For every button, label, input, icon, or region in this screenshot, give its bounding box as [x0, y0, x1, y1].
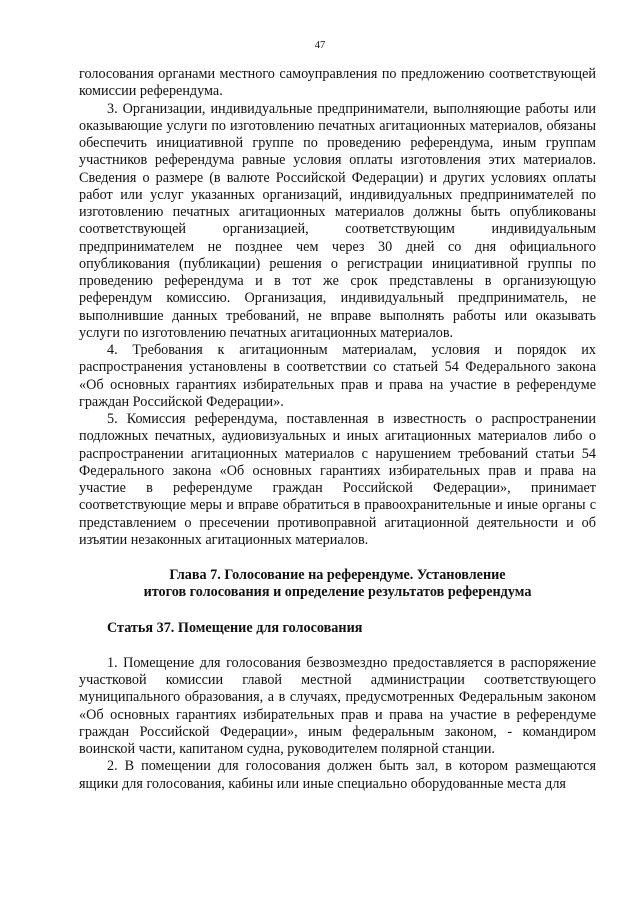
article-heading: Статья 37. Помещение для голосования [107, 619, 363, 636]
paragraph-continuation: голосования органами местного самоуправления по предложению соответствующей комиссии референдума. [79, 66, 596, 100]
chapter-heading [79, 567, 596, 602]
article-paragraph-2: 2. В помещении для голосования должен быть зал, в котором размещаются ящики для голосования, кабины или иные специально оборудованные места для [79, 758, 596, 792]
paragraph-item-3: 3. Организации, индивидуальные предприниматели, выполняющие работы или оказывающие услуги по изготовлению печатных агитационных материалов, обязаны обеспечить инициативной группе по проведению референдума, иным группам участников референдума равные условия оплаты изготовления этих материалов. Сведения о размере (в валюте Российской Федерации) и других условиях оплаты работ или услуг указанных организаций, индивидуальных предпринимателей по изготовлению печатных агитационных материалов должны быть опубликованы соответствующей организацией, соответствующим индивидуальным предпринимателем не позднее чем через 30 дней со дня официального опубликования (публикации) решения о регистрации инициативной группы по проведению референдума и в тот же срок представлены в организующую референдум комиссию. Организация, индивидуальный предприниматель, не выполнившие данных требований, не вправе выполнять работы или оказывать услуги по изготовлению печатных агитационных материалов. [79, 100, 596, 341]
paragraph-item-5: 5. Комиссия референдума, поставленная в известность о распространении подложных печатных, аудиовизуальных и иных агитационных материалов либо о распространении агитационных материалов с нарушением требований статьи 54 Федерального закона «Об основных гарантиях избирательных прав и права на участие в референдуме граждан Российской Федерации», принимает соответствующие меры и вправе обратиться в правоохранительные и иные органы с представлением о пресечении противоправной агитационной деятельности и об изъятии незаконных агитационных материалов. [79, 411, 596, 548]
chapter-heading-line-1: Глава 7. Голосование на референдуме. Установление [169, 567, 506, 583]
page-body [79, 66, 596, 793]
paragraph-item-4: 4. Требования к агитационным материалам, условия и порядок их распространения установлены в соответствии со статьей 54 Федерального закона «Об основных гарантиях избирательных прав и права на участие в референдуме граждан Российской Федерации». [79, 342, 596, 410]
page-number: 47 [314, 40, 326, 51]
chapter-heading-line-2: итогов голосования и определение результатов референдума [143, 584, 532, 601]
article-paragraph-1: 1. Помещение для голосования безвозмездно предоставляется в распоряжение участковой комиссии главой местной администрации соответствующего муниципального образования, а в случаях, предусмотренных Федеральным законом «Об основных гарантиях избирательных прав и права на участие в референдуме граждан Российской Федерации», иным федеральным законом, - командиром воинской части, капитаном судна, руководителем полярной станции. [79, 654, 596, 757]
